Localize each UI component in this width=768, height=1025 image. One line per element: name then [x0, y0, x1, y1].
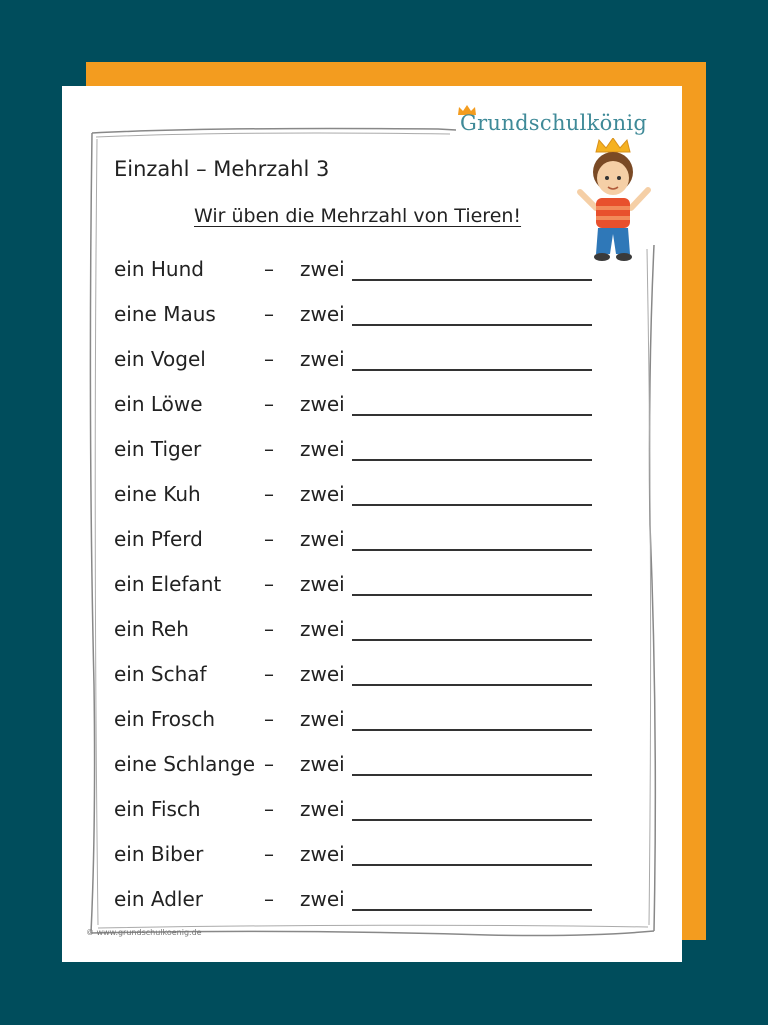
plural-prefix: zwei [300, 752, 345, 776]
plural-prefix: zwei [300, 662, 345, 686]
singular-noun: ein Biber [114, 842, 204, 866]
singular-noun: ein Tiger [114, 437, 202, 461]
answer-line[interactable] [352, 684, 592, 686]
exercise-row [0, 527, 768, 557]
dash-separator: – [264, 662, 274, 686]
answer-line[interactable] [352, 864, 592, 866]
plural-prefix: zwei [300, 617, 345, 641]
dash-separator: – [264, 572, 274, 596]
exercise-row [0, 797, 768, 827]
dash-separator: – [264, 347, 274, 371]
singular-noun: ein Schaf [114, 662, 207, 686]
answer-line[interactable] [352, 324, 592, 326]
answer-line[interactable] [352, 774, 592, 776]
singular-noun: ein Pferd [114, 527, 203, 551]
dash-separator: – [264, 752, 274, 776]
exercise-row [0, 347, 768, 377]
dash-separator: – [264, 392, 274, 416]
brand-logo: Grundschulkönig [460, 111, 648, 135]
answer-line[interactable] [352, 819, 592, 821]
exercise-row [0, 887, 768, 917]
singular-noun: eine Kuh [114, 482, 201, 506]
exercise-row [0, 437, 768, 467]
singular-noun: eine Maus [114, 302, 216, 326]
dash-separator: – [264, 617, 274, 641]
exercise-row [0, 842, 768, 872]
answer-line[interactable] [352, 729, 592, 731]
plural-prefix: zwei [300, 572, 345, 596]
plural-prefix: zwei [300, 347, 345, 371]
plural-prefix: zwei [300, 887, 345, 911]
exercise-row [0, 572, 768, 602]
dash-separator: – [264, 842, 274, 866]
copyright-text: © www.grundschulkoenig.de [86, 928, 202, 937]
exercise-row [0, 707, 768, 737]
singular-noun: ein Reh [114, 617, 189, 641]
plural-prefix: zwei [300, 842, 345, 866]
singular-noun: ein Löwe [114, 392, 203, 416]
answer-line[interactable] [352, 639, 592, 641]
plural-prefix: zwei [300, 707, 345, 731]
plural-prefix: zwei [300, 257, 345, 281]
exercise-row [0, 482, 768, 512]
plural-prefix: zwei [300, 302, 345, 326]
dash-separator: – [264, 527, 274, 551]
plural-prefix: zwei [300, 482, 345, 506]
singular-noun: eine Schlange [114, 752, 256, 776]
dash-separator: – [264, 257, 274, 281]
exercise-row [0, 752, 768, 782]
page-title: Einzahl – Mehrzahl 3 [114, 157, 330, 181]
singular-noun: ein Elefant [114, 572, 222, 596]
singular-noun: ein Adler [114, 887, 204, 911]
exercise-row [0, 257, 768, 287]
answer-line[interactable] [352, 504, 592, 506]
exercise-row [0, 302, 768, 332]
answer-line[interactable] [352, 414, 592, 416]
answer-line[interactable] [352, 594, 592, 596]
answer-line[interactable] [352, 459, 592, 461]
singular-noun: ein Hund [114, 257, 204, 281]
answer-line[interactable] [352, 369, 592, 371]
answer-line[interactable] [352, 549, 592, 551]
dash-separator: – [264, 302, 274, 326]
singular-noun: ein Fisch [114, 797, 201, 821]
exercise-row [0, 617, 768, 647]
dash-separator: – [264, 797, 274, 821]
boy-with-crown-icon [574, 138, 654, 268]
dash-separator: – [264, 707, 274, 731]
plural-prefix: zwei [300, 797, 345, 821]
exercise-row [0, 392, 768, 422]
page-subtitle: Wir üben die Mehrzahl von Tieren! [194, 205, 522, 227]
plural-prefix: zwei [300, 392, 345, 416]
exercise-row [0, 662, 768, 692]
singular-noun: ein Vogel [114, 347, 206, 371]
plural-prefix: zwei [300, 527, 345, 551]
dash-separator: – [264, 437, 274, 461]
answer-line[interactable] [352, 279, 592, 281]
dash-separator: – [264, 482, 274, 506]
plural-prefix: zwei [300, 437, 345, 461]
dash-separator: – [264, 887, 274, 911]
singular-noun: ein Frosch [114, 707, 216, 731]
answer-line[interactable] [352, 909, 592, 911]
